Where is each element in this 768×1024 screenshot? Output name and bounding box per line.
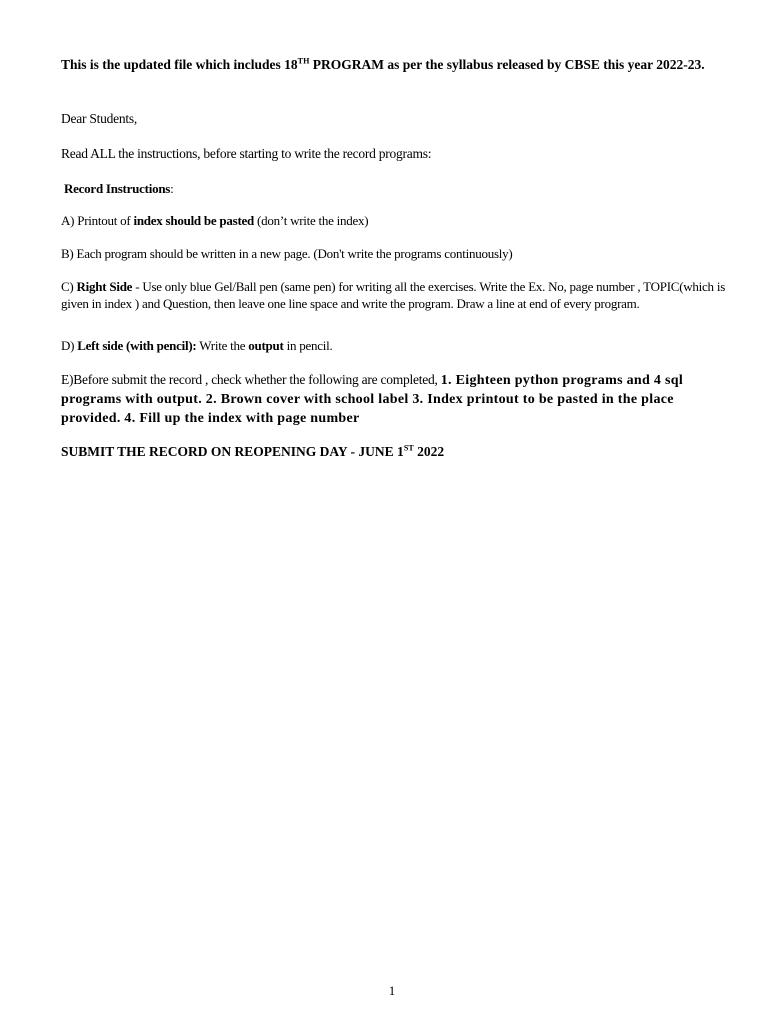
submit-text-after: 2022 (413, 444, 445, 459)
instruction-c-bold: Right Side (76, 279, 133, 294)
instruction-d-bold: Left side (with pencil): (77, 338, 197, 353)
record-instructions-label: Record Instructions (64, 181, 171, 196)
record-instructions-title (64, 180, 728, 198)
submit-text-before: SUBMIT THE RECORD ON REOPENING DAY - JUNE 1 (61, 444, 404, 459)
greeting: Dear Students, (61, 111, 137, 126)
record-instructions-colon: : (170, 181, 174, 196)
submit-notice (61, 443, 725, 461)
instruction-a (61, 212, 725, 230)
instruction-d (61, 337, 725, 355)
instruction-c-rest: - Use only blue Gel/Ball pen (same pen) for writing all the exercises. Write the Ex. No, page number , TOPIC(which is given in index ) and Question, then leave one line space and write the program. Draw a line at end of every program. (61, 279, 725, 311)
instruction-d-mid: Write the (196, 338, 249, 353)
read-all-instructions: Read ALL the instructions, before starting to write the record programs: (61, 146, 432, 161)
page-number: 1 (388, 983, 396, 998)
intro-heading (61, 55, 725, 74)
instruction-c-prefix: C) (61, 279, 77, 294)
intro-superscript: TH (297, 56, 310, 66)
instruction-d-rest: in pencil. (283, 338, 333, 353)
instruction-a-rest: (don’t write the index) (254, 213, 369, 228)
submit-superscript: ST (403, 443, 414, 453)
instruction-b: B) Each program should be written in a new page. (Don't write the programs continuously) (61, 246, 513, 261)
instruction-e-checklist: 1. Eighteen python programs and 4 sql programs with output. 2. Brown cover with school label 3. Index printout to be pasted in the place provided. 4. Fill up the index with page number (61, 373, 684, 426)
instruction-c (61, 278, 725, 312)
instruction-d-bold-output: output (248, 338, 284, 353)
intro-text-before: This is the updated file which includes 18 (61, 57, 298, 72)
instruction-d-prefix: D) (61, 338, 78, 353)
instruction-e-prefix: E)Before submit the record , check whether the following are completed, (61, 372, 441, 387)
instruction-a-prefix: A) Printout of (61, 213, 134, 228)
instruction-e (61, 371, 725, 428)
intro-text-after: PROGRAM as per the syllabus released by CBSE this year 2022-23. (309, 57, 705, 72)
instruction-a-bold: index should be pasted (133, 213, 255, 228)
